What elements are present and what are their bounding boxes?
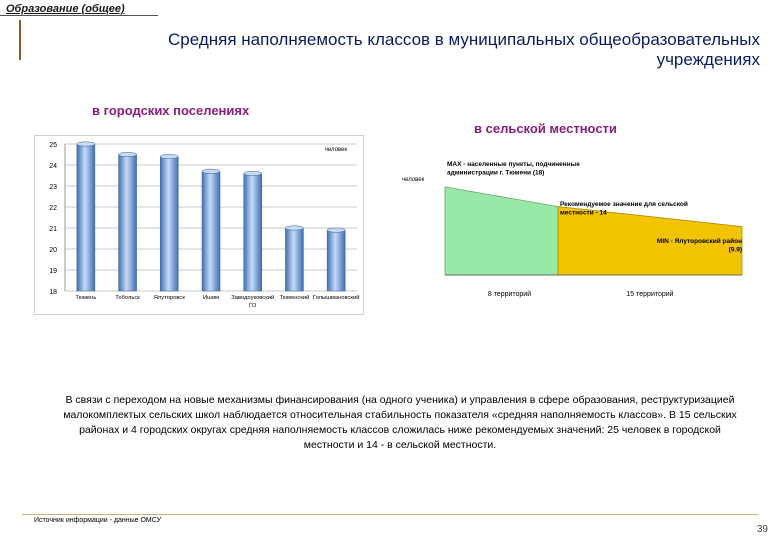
x-tick-label: Ишим [202,295,220,301]
y-tick-label: 23 [49,184,57,191]
y-tick-label: 20 [49,247,57,254]
x-tick-label: Заводоуковский ГО [231,295,275,309]
bar-top [327,228,345,232]
bar [119,155,137,292]
bar-top [244,171,262,175]
bar [244,173,262,291]
unit-label: человек [324,147,347,153]
source-note: Источник информации - данные ОМСУ [34,517,162,524]
segment-label: 15 территорий [626,291,674,298]
bar-top [160,154,178,158]
x-tick-label: Голышмановский [312,295,360,301]
bar-top [77,142,95,146]
area-segment-green [445,187,558,275]
bar [327,230,345,291]
bar [202,171,220,291]
y-tick-label: 18 [49,289,57,296]
x-tick-label: Тюмень [75,295,97,301]
urban-chart-frame [34,135,364,315]
summary-text: В связи с переходом на новые механизмы финансирования (на одного ученика) и управления в сфере образования, реструктуризацией малокомплектых сельских школ наблюдается относительная стабильность показателя «средняя наполняемость классов». В 15 сельских районах и 4 городских округах средняя наполняемость классов сложилась ниже рекомендуемых значений: 25 человек в городской местности и 14 - в сельской местности. [63,394,737,451]
y-tick-label: 21 [49,226,57,233]
x-tick-label: Тюменский [279,295,310,301]
page-number: 39 [756,524,768,535]
bar [285,228,303,291]
y-tick-label: 24 [49,163,57,170]
page-title: Средняя наполняемость классов в муниципальных общеобразовательных учреждениях [168,30,760,69]
top-divider [0,15,158,16]
urban-bar-chart [35,136,365,316]
recommended-annotation: Рекомендуемое значение для сельской местности - 14 [560,201,688,217]
bar-top [285,226,303,230]
y-tick-label: 19 [49,268,57,275]
bar [77,144,95,291]
bar-top [119,152,137,156]
bar-top [202,169,220,173]
max-annotation: MAX - населенные пункты, подчиненные администрации г. Тюмени (18) [447,161,580,177]
rural-area-chart [400,150,770,305]
bar [160,157,178,291]
title-accent-bar [19,20,21,60]
segment-label: 8 территорий [487,291,532,298]
unit-label: человек [402,177,425,183]
min-annotation: MIN - Ялуторовский район (9.9) [656,238,742,254]
urban-chart-title: в городских поселениях [92,103,250,118]
y-tick-label: 22 [49,205,57,212]
footer-divider [22,514,758,515]
y-tick-label: 25 [49,142,57,149]
x-tick-label: Тобольск [115,295,140,301]
section-tag: Образование (общее) [6,3,125,15]
x-tick-label: Ялуторовск [153,295,185,301]
rural-chart-title: в сельской местности [474,121,617,136]
